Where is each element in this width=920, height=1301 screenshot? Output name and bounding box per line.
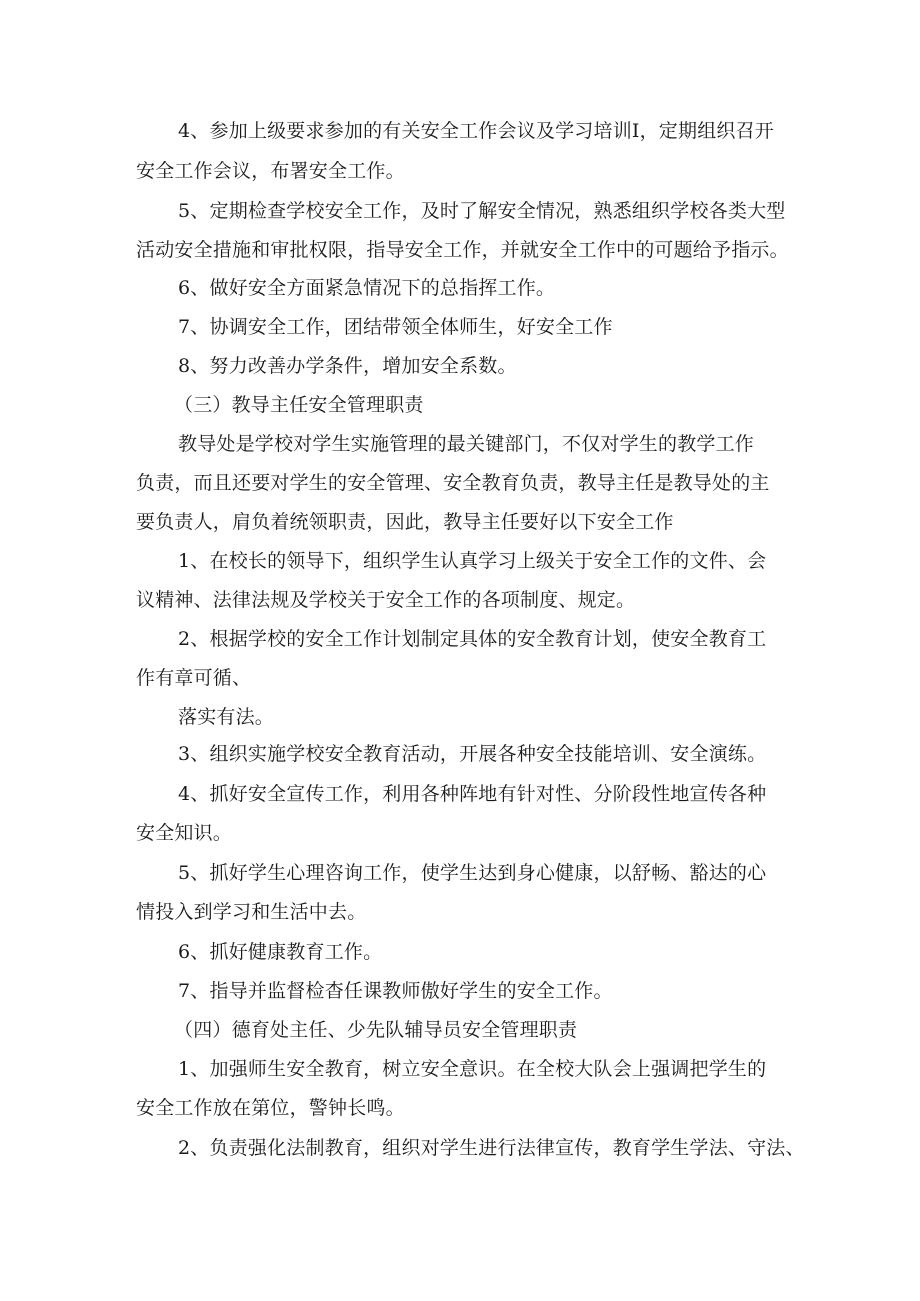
paragraph-line: 4、抓好安全宣传工作，利用各种阵地有针对性、分阶段性地宣传各种 [178,783,767,805]
paragraph-line: 5、定期检查学校安全工作，及时了解安全情况，熟悉组织学校各类大型 [178,200,786,222]
paragraph-line: 活动安全措施和审批权限，指导安全工作，并就安全工作中的可题给予指示。 [136,239,789,261]
paragraph-line: 7、协调安全工作，团结带领全体师生，好安全工作 [178,316,613,338]
paragraph-line: 情投入到学习和生活中去。 [136,901,367,923]
paragraph-line: 安全工作会议，布署安全工作。 [136,160,405,182]
paragraph-line: 2、负责强化法制教育，组织对学生进行法律宣传，教育学生学法、守法、 [178,1137,805,1159]
paragraph-line: 6、抓好健康教育工作。 [178,941,383,963]
paragraph-line: 5、抓好学生心理咨询工作，使学生达到身心健康，以舒畅、豁达的心 [178,862,767,884]
section-heading: （三）教导主任安全管理职责 [174,394,424,416]
paragraph-line: 6、做好安全方面紧急情况下的总指挥工作。 [178,277,556,299]
paragraph-line: 议精神、法律法规及学校关于安全工作的各项制度、规定。 [136,589,636,611]
paragraph-line: 负责，而且还要对学生的安全管理、安全教育负责，教导主任是教导处的主 [136,472,770,494]
paragraph-line: 1、加强师生安全教育，树立安全意识。在全校大队会上强调把学生的 [178,1058,767,1080]
section-heading: （四）德育处主任、少先队辅导员安全管理职责 [174,1019,578,1041]
paragraph-line: 8、努力改善办学条件，增加安全系数。 [178,355,517,377]
paragraph-line: 7、指导并监督检杳任课教师傲好学生的安全工作。 [178,980,613,1002]
paragraph-line: 要负责人，肩负着统领职责，因此，教导主任要好以下安全工作 [136,511,674,533]
paragraph-line: 安全工作放在第位，警钟长鸣。 [136,1097,405,1119]
paragraph-line: 4、参加上级要求参加的有关安全工作会议及学习培训I，定期组织召开 [178,120,774,142]
paragraph-line: 2、根据学校的安全工作计划制定具体的安全教育计划，使安全教育工 [178,628,767,650]
paragraph-line: 落实有法。 [178,706,275,728]
paragraph-line: 1、在校长的领导下，组织学生认真学习上级关于安全工作的文件、会 [178,550,767,572]
paragraph-line: 安全知识。 [136,822,233,844]
paragraph-line: 教导处是学校对学生实施管理的最关键部门，不仅对学生的教学工作 [178,433,755,455]
paragraph-line: 3、组织实施学校安全教育活动，开展各种安全技能培训、安全演练。 [178,743,767,765]
paragraph-line: 作有章可循、 [136,667,252,689]
